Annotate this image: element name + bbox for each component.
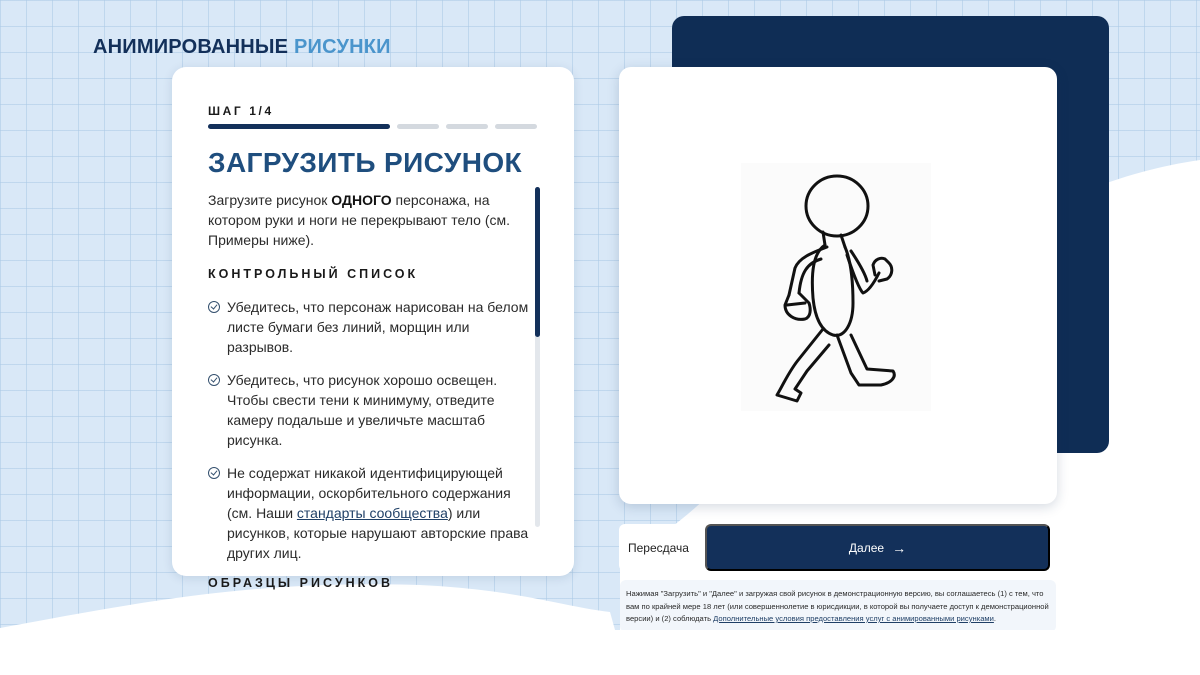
- arrow-right-icon: →: [892, 539, 907, 556]
- terms-text-after: .: [993, 614, 997, 623]
- check-circle-icon: [208, 467, 220, 479]
- instructions-card: [172, 67, 574, 590]
- checklist: [208, 297, 530, 563]
- terms-notice: [620, 580, 1056, 632]
- checklist-title: КОНТРОЛЬНЫЙ СПИСОК: [208, 267, 419, 281]
- checklist-item-text: Убедитесь, что персонаж нарисован на белом листе бумаги без линий, морщин или разрывов.: [227, 299, 529, 355]
- scrollbar-thumb[interactable]: [535, 187, 540, 337]
- app-title: [93, 36, 391, 59]
- community-standards-link[interactable]: стандарты сообщества: [296, 505, 448, 521]
- next-button-label: Далее: [848, 540, 885, 555]
- step-label: ШАГ 1/4: [208, 104, 274, 118]
- intro-text-before: Загрузите рисунок: [208, 192, 332, 208]
- checklist-item: [208, 370, 530, 450]
- step-progress: [208, 124, 538, 129]
- checklist-item-text-before: Не содержат никакой идентифицирующей информации, оскорбительного содержания (см. Наши: [227, 465, 511, 521]
- examples-title: ОБРАЗЦЫ РИСУНКОВ: [208, 576, 394, 590]
- bottom-strip: [0, 630, 1200, 675]
- terms-text-before: Нажимая "Загрузить" и "Далее" и загружая свой рисунок в демонстрационную версию, вы соглашаетесь (1) с тем, что вам по крайней мере 18 лет (или совершеннолетие в юрисдикции, в которой вы получаете доступ к демонстрационной версии) и (2) соблюдать: [626, 589, 1049, 623]
- progress-segment-1: [208, 124, 390, 129]
- intro-text-after: персонажа, на котором руки и ноги не перекрывают тело (см. Примеры ниже).: [208, 192, 511, 248]
- checklist-item-text-after: ) или рисунков, которые нарушают авторские права других лиц.: [227, 505, 529, 561]
- terms-link[interactable]: Дополнительные условия предоставления услуг с анимированными рисунками: [713, 614, 994, 623]
- card-heading: ЗАГРУЗИТЬ РИСУНОК: [208, 147, 522, 178]
- uploaded-image-card: [619, 67, 1057, 504]
- intro-text-bold: ОДНОГО: [331, 192, 392, 208]
- progress-segment-3: [446, 124, 488, 129]
- checklist-item: [208, 463, 530, 563]
- next-button[interactable]: [705, 524, 1050, 571]
- intro-text: [208, 190, 530, 250]
- app-title-main: АНИМИРОВАННЫЕ: [93, 36, 294, 58]
- checklist-item-text: Убедитесь, что рисунок хорошо освещен. Чтобы свести тени к минимуму, отведите камеру подальше и увеличьте масштаб рисунка.: [227, 372, 498, 448]
- app-title-accent: РИСУНКИ: [293, 36, 391, 58]
- progress-segment-2: [397, 124, 439, 129]
- scrollbar[interactable]: [535, 187, 540, 527]
- instructions-scroll-area[interactable]: [208, 190, 530, 590]
- progress-segment-4: [495, 124, 537, 129]
- check-circle-icon: [208, 301, 220, 313]
- walking-figure-drawing: [741, 163, 931, 411]
- checklist-item: [208, 297, 530, 357]
- retake-button[interactable]: Пересдача: [619, 524, 698, 571]
- uploaded-drawing: [741, 163, 931, 411]
- checklist-item-text: [227, 463, 530, 563]
- check-circle-icon: [208, 374, 220, 386]
